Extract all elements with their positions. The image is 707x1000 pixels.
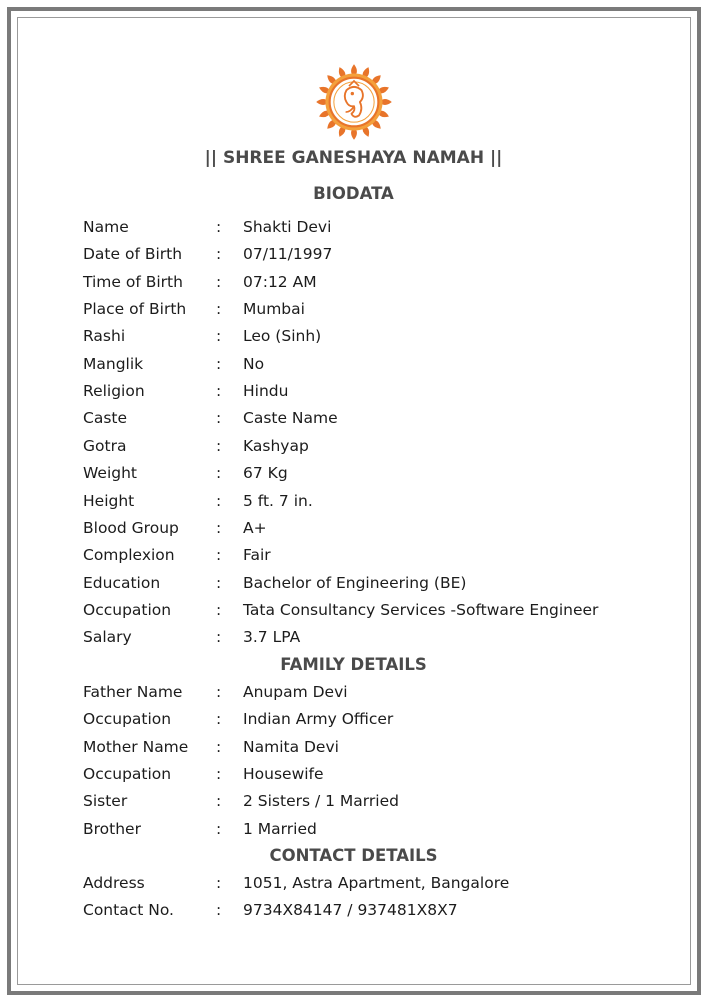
detail-value: Shakti Devi [243,218,332,236]
detail-row [0,624,707,651]
detail-value: Namita Devi [243,737,339,756]
detail-value: 1051, Astra Apartment, Bangalore [243,874,510,892]
family-details-title: FAMILY DETAILS [280,655,427,674]
detail-value: 9734X84147 / 937481X8X7 [243,901,458,920]
detail-row [0,597,707,624]
detail-separator: : [216,245,222,264]
detail-value: 3.7 LPA [243,628,301,647]
detail-label: Rashi [83,327,126,346]
detail-row [0,788,707,815]
detail-label: Height [83,491,135,510]
invocation-heading: || SHREE GANESHAYA NAMAH || [204,148,503,168]
detail-label: Religion [83,382,145,401]
detail-separator: : [216,354,222,373]
detail-row [0,515,707,542]
detail-separator: : [216,327,222,346]
detail-row [0,241,707,268]
detail-value: Hindu [243,382,289,401]
detail-label: Gotra [83,436,127,455]
detail-label: Occupation [83,765,172,784]
detail-label: Education [83,573,161,592]
detail-value: Leo (Sinh) [243,327,322,346]
detail-separator: : [216,792,222,811]
detail-value: A+ [243,518,267,537]
detail-label: Contact No. [83,901,174,920]
detail-label: Weight [83,464,138,483]
detail-separator: : [216,518,222,537]
detail-row [0,542,707,569]
detail-value: Caste Name [243,409,338,428]
detail-value: Anupam Devi [243,683,348,701]
biodata-title: BIODATA [313,184,394,203]
detail-row [0,433,707,460]
detail-row [0,323,707,350]
detail-label: Salary [83,628,132,647]
detail-label: Occupation [83,710,172,729]
detail-row [0,378,707,405]
detail-row [0,816,707,843]
detail-value: Mumbai [243,300,305,319]
detail-separator: : [216,272,222,291]
detail-row [0,897,707,924]
detail-value: Housewife [243,765,324,784]
detail-separator: : [216,546,222,565]
detail-label: Blood Group [83,518,179,537]
detail-row [0,679,707,706]
detail-row [0,761,707,788]
detail-label: Place of Birth [83,300,187,319]
detail-label: Date of Birth [83,245,183,264]
detail-label: Caste [83,409,128,428]
detail-separator: : [216,409,222,428]
detail-value: Bachelor of Engineering (BE) [243,573,467,592]
detail-separator: : [216,683,222,701]
detail-value: 07:12 AM [243,272,317,291]
detail-value: Indian Army Officer [243,710,394,729]
detail-separator: : [216,600,222,619]
detail-label: Father Name [83,683,183,701]
detail-separator: : [216,765,222,784]
detail-row [0,706,707,733]
detail-separator: : [216,819,222,838]
detail-value: Fair [243,546,271,565]
detail-separator: : [216,491,222,510]
detail-value: 67 Kg [243,464,288,483]
detail-value: 2 Sisters / 1 Married [243,792,399,811]
detail-row [0,488,707,515]
detail-value: 1 Married [243,819,317,838]
detail-row [0,269,707,296]
detail-label: Complexion [83,546,175,565]
detail-row [0,214,707,241]
detail-label: Occupation [83,600,172,619]
detail-row [0,460,707,487]
detail-separator: : [216,901,222,920]
detail-separator: : [216,737,222,756]
detail-separator: : [216,710,222,729]
detail-value: 5 ft. 7 in. [243,491,313,510]
detail-row [0,296,707,323]
detail-separator: : [216,874,222,892]
detail-label: Brother [83,819,141,838]
detail-separator: : [216,573,222,592]
ganesha-mandala-icon [312,60,396,144]
detail-value: No [243,354,265,373]
detail-label: Address [83,874,145,892]
detail-separator: : [216,382,222,401]
detail-label: Mother Name [83,737,189,756]
detail-separator: : [216,300,222,319]
detail-separator: : [216,436,222,455]
detail-row [0,570,707,597]
detail-separator: : [216,218,222,236]
detail-label: Manglik [83,354,144,373]
detail-row [0,405,707,432]
detail-label: Time of Birth [83,272,183,291]
detail-separator: : [216,464,222,483]
detail-value: Kashyap [243,436,309,455]
contact-details-title: CONTACT DETAILS [269,846,438,865]
detail-separator: : [216,628,222,647]
detail-label: Name [83,218,129,236]
detail-value: 07/11/1997 [243,245,333,264]
detail-label: Sister [83,792,128,811]
detail-row [0,351,707,378]
detail-row [0,734,707,761]
detail-value: Tata Consultancy Services -Software Engineer [243,600,599,619]
detail-row [0,870,707,897]
